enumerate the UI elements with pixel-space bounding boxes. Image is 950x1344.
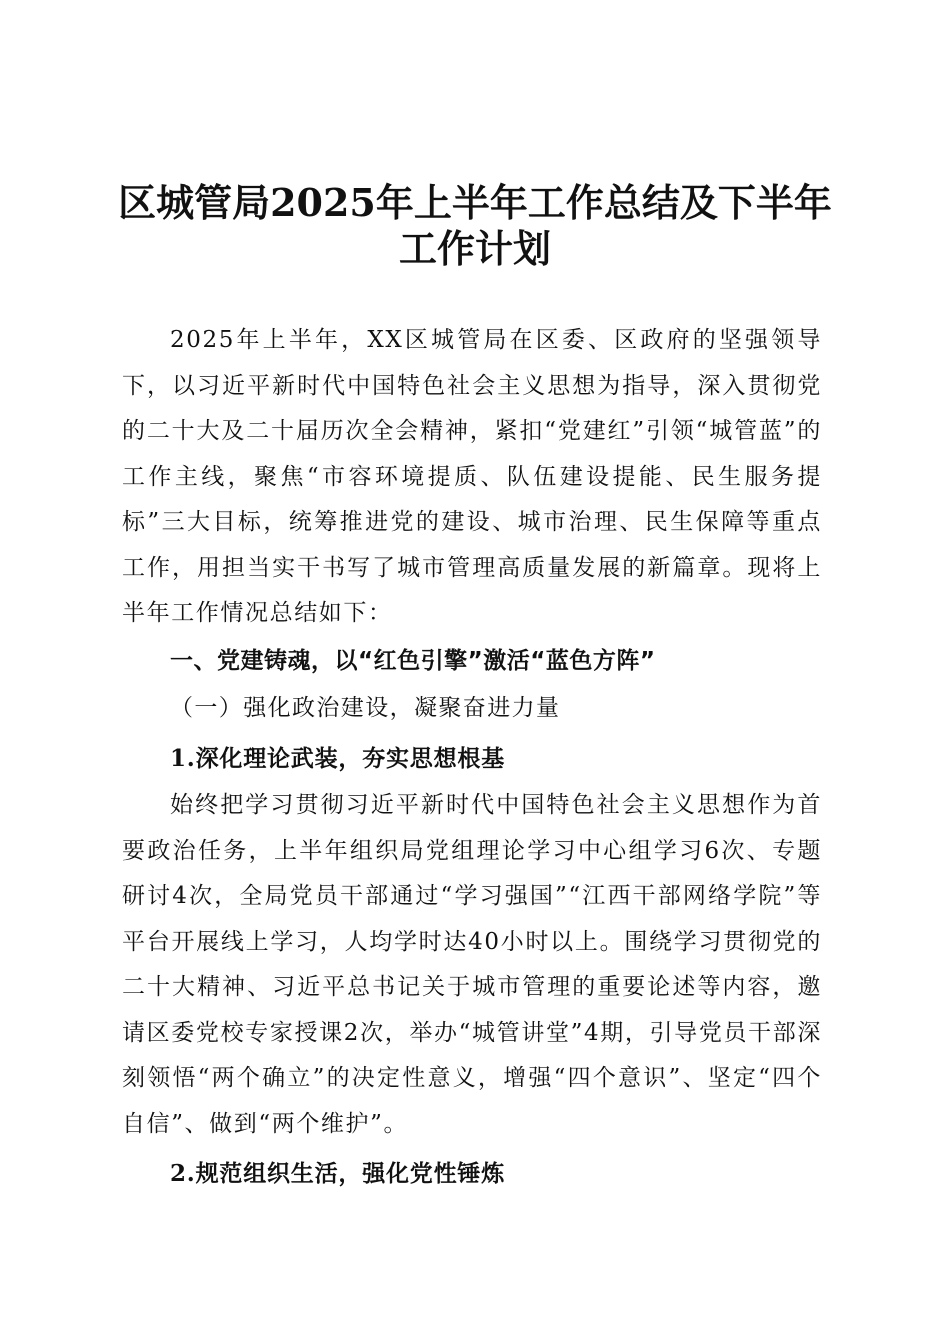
item-heading-2: 2.规范组织生活，强化党性锤炼	[170, 1160, 506, 1187]
intro-paragraph: 2025年上半年，XX区城管局在区委、区政府的坚强领导下，以习近平新时代中国特色社会主义思想为指导，深入贯彻党的二十大及二十届历次全会精神，紧扣“党建红”引领“城管蓝”的工作主线，聚焦“市容环境提质、队伍建设提能、民生服务提标”三大目标，统筹推进党的建设、城市治理、民生保障等重点工作，用担当实干书写了城市管理高质量发展的新篇章。现将上半年工作情况总结如下：	[122, 327, 822, 626]
body-paragraph: 始终把学习贯彻习近平新时代中国特色社会主义思想作为首要政治任务，上半年组织局党组理论学习中心组学习6次、专题研讨4次，全局党员干部通过“学习强国”“江西干部网络学院”等平台开展线上学习，人均学时达40小时以上。围绕学习贯彻党的二十大精神、习近平总书记关于城市管理的重要论述等内容，邀请区委党校专家授课2次，举办“城管讲堂”4期，引导党员干部深刻领悟“两个确立”的决定性意义，增强“四个意识”、坚定“四个自信”、做到“两个维护”。	[122, 792, 822, 1137]
document-body	[122, 318, 822, 1199]
section-heading-1: 一、党建铸魂，以“红色引擎”激活“蓝色方阵”	[170, 647, 656, 674]
subsection-heading-1: （一）强化政治建设，凝聚奋进力量	[170, 695, 561, 721]
item-heading-1: 1.深化理论武装，夯实思想根基	[170, 744, 506, 772]
document-title: 区城管局2025年上半年工作总结及下半年工作计划	[118, 180, 832, 271]
